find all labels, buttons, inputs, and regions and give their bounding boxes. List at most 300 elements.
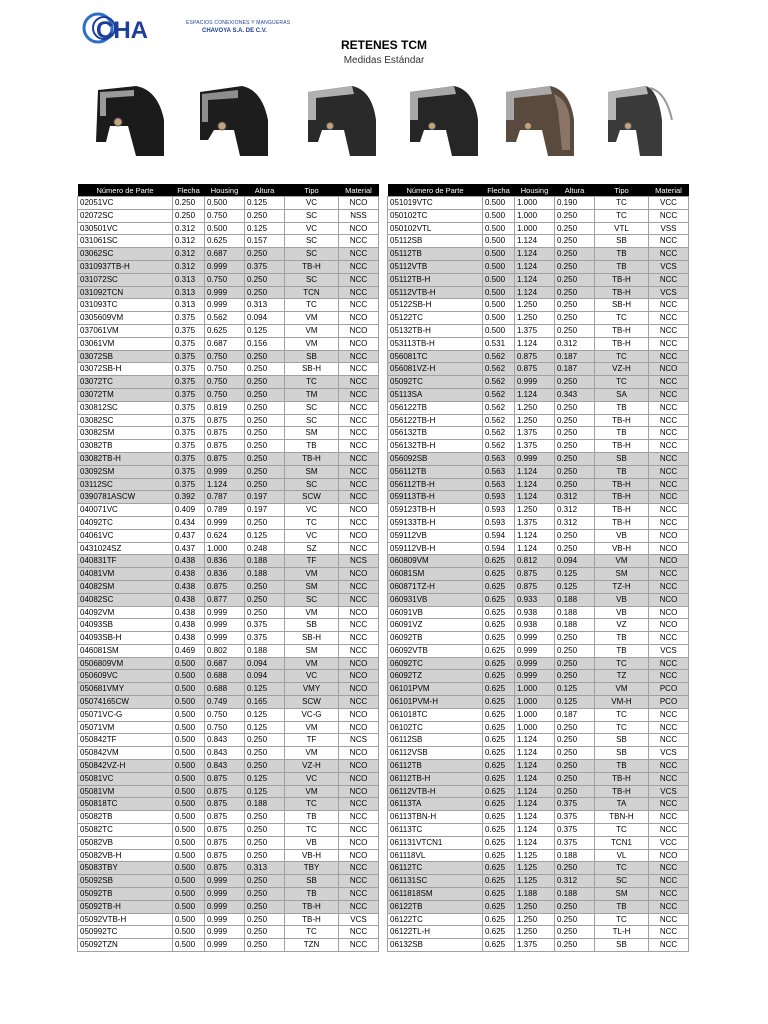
table-row	[388, 824, 689, 837]
cell-material: NCO	[649, 529, 689, 542]
cell-shaft: 0.437	[173, 529, 205, 542]
col-header-shaft: Flecha	[483, 184, 515, 197]
cell-type: TC	[595, 197, 649, 210]
cell-part-number: 04092TC	[78, 516, 173, 529]
cell-shaft: 0.625	[483, 836, 515, 849]
cell-shaft: 0.375	[173, 414, 205, 427]
cell-type: TL-H	[595, 926, 649, 939]
cell-part-number: 060809VM	[388, 555, 483, 568]
cell-material: NCC	[339, 516, 379, 529]
cell-housing: 1.375	[515, 516, 555, 529]
cell-type: SZ	[285, 542, 339, 555]
cell-type: TZN	[285, 939, 339, 952]
cell-housing: 0.875	[205, 452, 245, 465]
cell-part-number: 06132SB	[388, 939, 483, 952]
cell-shaft: 0.312	[173, 222, 205, 235]
cell-height: 0.250	[245, 939, 285, 952]
cell-material: NCC	[339, 350, 379, 363]
cell-height: 0.250	[555, 760, 595, 773]
cell-shaft: 0.625	[483, 696, 515, 709]
cell-material: NCO	[339, 324, 379, 337]
cell-shaft: 0.313	[173, 299, 205, 312]
cell-type: VB	[595, 593, 649, 606]
table-row	[78, 785, 379, 798]
cell-type: VM	[285, 606, 339, 619]
cell-housing: 1.124	[515, 798, 555, 811]
cell-part-number: 060931VB	[388, 593, 483, 606]
cell-housing: 1.124	[515, 337, 555, 350]
cell-type: SM	[285, 465, 339, 478]
cell-part-number: 06101PVM	[388, 683, 483, 696]
table-row	[388, 414, 689, 427]
cell-height: 0.250	[245, 427, 285, 440]
cell-type: TC	[285, 824, 339, 837]
cell-housing: 1.000	[515, 209, 555, 222]
cell-material: NCC	[339, 388, 379, 401]
cell-height: 0.250	[555, 248, 595, 261]
cell-part-number: 031093TC	[78, 299, 173, 312]
cell-part-number: 059112VB	[388, 529, 483, 542]
table-row	[78, 273, 379, 286]
cell-shaft: 0.625	[483, 747, 515, 760]
cell-height: 0.250	[555, 324, 595, 337]
cell-height: 0.250	[555, 772, 595, 785]
cell-type: TC	[595, 862, 649, 875]
cell-height: 0.250	[245, 913, 285, 926]
cell-type: VM	[285, 312, 339, 325]
cell-housing: 0.843	[205, 760, 245, 773]
cell-height: 0.250	[245, 286, 285, 299]
cell-housing: 1.124	[515, 747, 555, 760]
cell-height: 0.250	[555, 376, 595, 389]
col-header-part-number: Número de Parte	[78, 184, 173, 197]
cell-housing: 0.999	[205, 632, 245, 645]
table-row	[78, 734, 379, 747]
table-row	[388, 504, 689, 517]
cell-height: 0.312	[555, 875, 595, 888]
table-row	[78, 401, 379, 414]
cell-material: NCO	[649, 555, 689, 568]
cell-shaft: 0.562	[483, 440, 515, 453]
cell-height: 0.250	[555, 862, 595, 875]
cell-shaft: 0.625	[483, 593, 515, 606]
cell-part-number: 037061VM	[78, 324, 173, 337]
cell-material: NCC	[649, 900, 689, 913]
cell-shaft: 0.563	[483, 478, 515, 491]
table-row	[388, 491, 689, 504]
table-row	[388, 670, 689, 683]
cell-shaft: 0.500	[173, 683, 205, 696]
cell-height: 0.250	[555, 734, 595, 747]
cell-material: NCC	[649, 504, 689, 517]
cell-shaft: 0.625	[483, 568, 515, 581]
cell-part-number: 05092TB	[78, 888, 173, 901]
cell-part-number: 06081SM	[388, 568, 483, 581]
cell-housing: 1.250	[515, 401, 555, 414]
table-row	[78, 452, 379, 465]
cell-material: NCC	[649, 273, 689, 286]
cell-shaft: 0.438	[173, 632, 205, 645]
seal-type-1-icon	[88, 80, 168, 160]
cell-shaft: 0.625	[483, 644, 515, 657]
cell-part-number: 05112SB	[388, 235, 483, 248]
cell-shaft: 0.625	[483, 632, 515, 645]
cell-housing: 1.188	[515, 888, 555, 901]
cell-part-number: 06112SB	[388, 734, 483, 747]
cell-housing: 1.124	[515, 734, 555, 747]
cell-part-number: 03072TC	[78, 376, 173, 389]
cell-height: 0.125	[245, 785, 285, 798]
table-row	[388, 849, 689, 862]
cell-height: 0.313	[245, 862, 285, 875]
cell-housing: 0.750	[205, 708, 245, 721]
cell-part-number: 04082SC	[78, 593, 173, 606]
cell-part-number: 0611818SM	[388, 888, 483, 901]
cell-type: TF	[285, 555, 339, 568]
cell-housing: 0.999	[205, 875, 245, 888]
table-row	[78, 708, 379, 721]
table-row	[78, 491, 379, 504]
table-row	[78, 811, 379, 824]
cell-type: TBN-H	[595, 811, 649, 824]
seal-type-2-icon	[192, 80, 272, 160]
cell-material: NCC	[649, 427, 689, 440]
cell-shaft: 0.500	[173, 862, 205, 875]
table-row	[388, 401, 689, 414]
cell-type: SM	[285, 580, 339, 593]
cell-material: NCC	[649, 401, 689, 414]
cell-type: TZ	[595, 670, 649, 683]
cell-shaft: 0.438	[173, 606, 205, 619]
cell-material: NCO	[339, 312, 379, 325]
cell-shaft: 0.375	[173, 312, 205, 325]
table-row	[78, 312, 379, 325]
cell-housing: 0.875	[515, 580, 555, 593]
cell-part-number: 05112VTB-H	[388, 286, 483, 299]
table-row	[78, 580, 379, 593]
cell-housing: 1.250	[515, 926, 555, 939]
cell-type: VTL	[595, 222, 649, 235]
cell-height: 0.375	[555, 836, 595, 849]
cell-part-number: 06092VTB	[388, 644, 483, 657]
cell-housing: 1.124	[515, 760, 555, 773]
cell-part-number: 05071VC-G	[78, 708, 173, 721]
table-row	[388, 478, 689, 491]
cell-type: VM-H	[595, 696, 649, 709]
cell-type: TC	[285, 516, 339, 529]
cell-type: VB-H	[285, 849, 339, 862]
cell-part-number: 05081VC	[78, 772, 173, 785]
table-row	[388, 273, 689, 286]
cell-shaft: 0.562	[483, 350, 515, 363]
cell-material: VCS	[649, 286, 689, 299]
cell-housing: 0.836	[205, 555, 245, 568]
cell-height: 0.250	[245, 478, 285, 491]
cell-material: NCC	[649, 632, 689, 645]
cell-part-number: 056132TB	[388, 427, 483, 440]
table-row	[388, 619, 689, 632]
cell-height: 0.250	[245, 811, 285, 824]
cell-material: NCC	[649, 888, 689, 901]
cell-height: 0.094	[245, 657, 285, 670]
cell-type: TC	[595, 376, 649, 389]
cell-part-number: 05082TB	[78, 811, 173, 824]
table-row	[78, 862, 379, 875]
cell-part-number: 06102TC	[388, 721, 483, 734]
cell-material: NCO	[339, 337, 379, 350]
cell-type: VM	[285, 747, 339, 760]
cell-part-number: 056081TC	[388, 350, 483, 363]
cell-part-number: 059112VB-H	[388, 542, 483, 555]
cell-housing: 0.789	[205, 504, 245, 517]
cell-part-number: 06122TL-H	[388, 926, 483, 939]
cell-shaft: 0.500	[173, 875, 205, 888]
cell-height: 0.250	[245, 414, 285, 427]
cell-shaft: 0.438	[173, 568, 205, 581]
cell-type: TB-H	[595, 478, 649, 491]
table-row	[388, 913, 689, 926]
logo-mark-text: CHA	[96, 17, 148, 44]
cell-material: NCO	[339, 683, 379, 696]
cell-shaft: 0.500	[173, 798, 205, 811]
cell-height: 0.250	[555, 465, 595, 478]
seal-table-right	[387, 184, 689, 952]
cell-housing: 1.124	[515, 529, 555, 542]
cell-material: NCC	[339, 273, 379, 286]
cell-type: TB	[595, 760, 649, 773]
cell-shaft: 0.562	[483, 414, 515, 427]
table-row	[388, 708, 689, 721]
cell-housing: 1.250	[515, 900, 555, 913]
cell-material: NCC	[649, 312, 689, 325]
cell-material: NCO	[339, 785, 379, 798]
cell-material: NCC	[649, 913, 689, 926]
cell-shaft: 0.625	[483, 619, 515, 632]
cell-type: VC	[285, 529, 339, 542]
cell-part-number: 05113SA	[388, 388, 483, 401]
cell-material: NCC	[649, 939, 689, 952]
table-row	[388, 747, 689, 760]
cell-housing: 1.250	[515, 504, 555, 517]
cell-height: 0.375	[555, 798, 595, 811]
table-row	[388, 696, 689, 709]
cell-part-number: 05092TB-H	[78, 900, 173, 913]
cell-type: TB-H	[595, 785, 649, 798]
cell-shaft: 0.625	[483, 721, 515, 734]
cell-material: NCC	[339, 260, 379, 273]
table-row	[388, 350, 689, 363]
cell-part-number: 04093SB	[78, 619, 173, 632]
cell-height: 0.250	[555, 414, 595, 427]
cell-shaft: 0.625	[483, 798, 515, 811]
cell-material: NCC	[339, 811, 379, 824]
cell-type: VL	[595, 849, 649, 862]
cell-part-number: 05082VB	[78, 836, 173, 849]
cell-height: 0.250	[245, 209, 285, 222]
cell-type: SB	[595, 452, 649, 465]
cell-housing: 0.999	[515, 376, 555, 389]
cell-shaft: 0.500	[173, 772, 205, 785]
cell-type: TB-H	[595, 491, 649, 504]
cell-material: NCO	[649, 606, 689, 619]
table-row	[78, 888, 379, 901]
cell-housing: 0.787	[205, 491, 245, 504]
cell-height: 0.197	[245, 491, 285, 504]
cell-height: 0.125	[245, 324, 285, 337]
cell-housing: 0.999	[515, 657, 555, 670]
cell-shaft: 0.438	[173, 555, 205, 568]
col-header-height: Altura	[245, 184, 285, 197]
table-row	[78, 542, 379, 555]
cell-housing: 0.999	[205, 913, 245, 926]
cell-housing: 0.875	[205, 785, 245, 798]
cell-shaft: 0.562	[483, 401, 515, 414]
cell-type: SB-H	[595, 299, 649, 312]
cell-material: VCS	[649, 644, 689, 657]
table-row	[388, 593, 689, 606]
cell-height: 0.250	[555, 440, 595, 453]
cell-part-number: 05112TB	[388, 248, 483, 261]
cell-material: NCO	[339, 760, 379, 773]
cell-height: 0.250	[555, 260, 595, 273]
cell-part-number: 03072SB	[78, 350, 173, 363]
cell-material: NCC	[649, 248, 689, 261]
cell-part-number: 030812SC	[78, 401, 173, 414]
cell-housing: 0.875	[205, 414, 245, 427]
cell-housing: 1.000	[515, 696, 555, 709]
cell-part-number: 060871TZ-H	[388, 580, 483, 593]
cell-shaft: 0.500	[173, 926, 205, 939]
cell-housing: 1.250	[515, 414, 555, 427]
cell-type: TB-H	[595, 414, 649, 427]
cell-height: 0.250	[245, 926, 285, 939]
cell-housing: 1.124	[515, 478, 555, 491]
cell-type: TC	[285, 926, 339, 939]
cell-height: 0.250	[245, 593, 285, 606]
cell-part-number: 06101PVM-H	[388, 696, 483, 709]
cell-part-number: 05092TC	[388, 376, 483, 389]
cell-material: VSS	[649, 222, 689, 235]
table-row	[78, 440, 379, 453]
table-row	[388, 926, 689, 939]
cell-housing: 0.999	[205, 260, 245, 273]
cell-material: NCC	[339, 248, 379, 261]
cell-housing: 0.836	[205, 568, 245, 581]
cell-part-number: 06112VSB	[388, 747, 483, 760]
cell-shaft: 0.438	[173, 593, 205, 606]
cell-part-number: 050609VC	[78, 670, 173, 683]
cell-shaft: 0.593	[483, 504, 515, 517]
table-row	[388, 760, 689, 773]
cell-shaft: 0.625	[483, 926, 515, 939]
cell-height: 0.157	[245, 235, 285, 248]
cell-part-number: 06092TC	[388, 657, 483, 670]
cell-shaft: 0.500	[173, 721, 205, 734]
cell-part-number: 05092TZN	[78, 939, 173, 952]
cell-housing: 0.999	[205, 606, 245, 619]
cell-material: PCO	[649, 683, 689, 696]
cell-material: NCO	[649, 363, 689, 376]
cell-part-number: 0506809VM	[78, 657, 173, 670]
cell-height: 0.197	[245, 504, 285, 517]
col-header-part-number: Número de Parte	[388, 184, 483, 197]
cell-shaft: 0.500	[483, 324, 515, 337]
cell-part-number: 05081VM	[78, 785, 173, 798]
cell-housing: 1.000	[205, 542, 245, 555]
cell-housing: 0.875	[205, 772, 245, 785]
cell-housing: 0.875	[205, 836, 245, 849]
table-row	[388, 440, 689, 453]
cell-housing: 0.687	[205, 657, 245, 670]
cell-housing: 1.124	[515, 465, 555, 478]
cell-material: NCC	[649, 708, 689, 721]
cell-housing: 1.124	[515, 248, 555, 261]
cell-type: VMY	[285, 683, 339, 696]
table-row	[78, 798, 379, 811]
table-row	[78, 721, 379, 734]
cell-housing: 0.812	[515, 555, 555, 568]
cell-material: NCC	[339, 491, 379, 504]
cell-height: 0.375	[245, 632, 285, 645]
cell-part-number: 03082SC	[78, 414, 173, 427]
cell-height: 0.250	[555, 747, 595, 760]
cell-part-number: 06092TB	[388, 632, 483, 645]
cell-part-number: 06113TA	[388, 798, 483, 811]
cell-housing: 0.750	[205, 721, 245, 734]
cell-part-number: 05122TC	[388, 312, 483, 325]
cell-part-number: 0431024SZ	[78, 542, 173, 555]
cell-housing: 1.124	[515, 388, 555, 401]
cell-height: 0.250	[555, 312, 595, 325]
cell-type: TBY	[285, 862, 339, 875]
cell-shaft: 0.625	[483, 606, 515, 619]
cell-material: NCC	[339, 900, 379, 913]
col-header-type: Tipo	[595, 184, 649, 197]
cell-part-number: 031072SC	[78, 273, 173, 286]
cell-part-number: 05092SB	[78, 875, 173, 888]
seal-type-6-icon	[600, 80, 680, 160]
table-row	[78, 875, 379, 888]
cell-height: 0.250	[555, 478, 595, 491]
cell-height: 0.375	[245, 619, 285, 632]
cell-type: TB	[285, 811, 339, 824]
cell-height: 0.250	[245, 363, 285, 376]
table-row	[78, 504, 379, 517]
cell-part-number: 03082TB-H	[78, 452, 173, 465]
cell-housing: 1.124	[515, 811, 555, 824]
cell-part-number: 05132TB-H	[388, 324, 483, 337]
cell-type: VM	[285, 785, 339, 798]
cell-type: VM	[285, 337, 339, 350]
table-row	[388, 785, 689, 798]
cell-material: VCS	[649, 260, 689, 273]
cell-housing: 0.875	[205, 440, 245, 453]
cell-shaft: 0.625	[483, 785, 515, 798]
cell-shaft: 0.625	[483, 772, 515, 785]
cell-part-number: 06092TZ	[388, 670, 483, 683]
cell-material: NCC	[339, 465, 379, 478]
cell-shaft: 0.500	[483, 235, 515, 248]
cell-shaft: 0.625	[483, 888, 515, 901]
cell-housing: 1.125	[515, 849, 555, 862]
cell-type: TB-H	[595, 504, 649, 517]
cell-type: VC	[285, 772, 339, 785]
table-row	[388, 568, 689, 581]
cell-height: 0.125	[555, 568, 595, 581]
cell-height: 0.250	[245, 388, 285, 401]
cell-shaft: 0.625	[483, 580, 515, 593]
cell-part-number: 04061VC	[78, 529, 173, 542]
